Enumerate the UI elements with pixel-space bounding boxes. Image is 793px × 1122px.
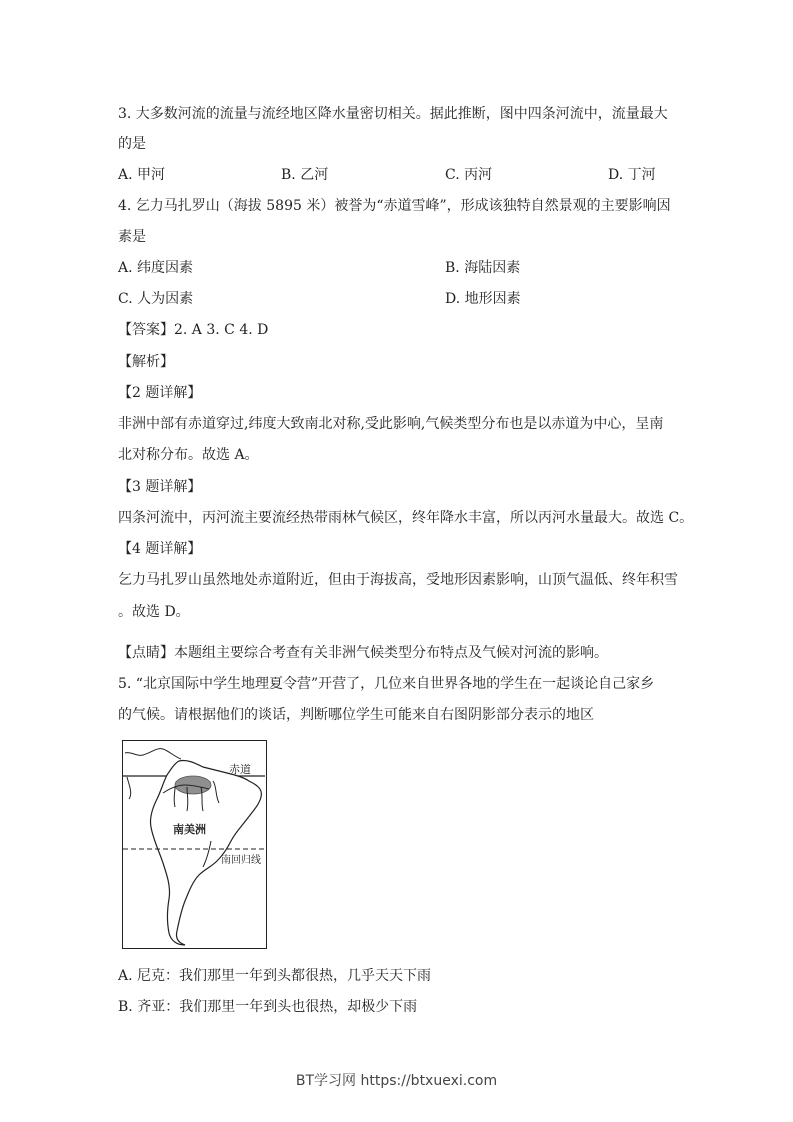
q3-option-a: A. 甲河 [118, 167, 166, 183]
continent-label: 南美洲 [173, 823, 206, 836]
q4-stem-line1: 4. 乞力马扎罗山（海拔 5895 米）被誉为“赤道雪峰”，形成该独特自然景观的主要影响因 [118, 198, 671, 214]
answer-line: 【答案】2. A 3. C 4. D [118, 322, 269, 338]
detail3-line1: 四条河流中，丙河流主要流经热带雨林气候区，终年降水丰富，所以丙河水量最大。故选 C。 [118, 510, 694, 526]
q5-stem-line2: 的气候。请根据他们的谈话，判断哪位学生可能来自右图阴影部分表示的地区 [118, 707, 594, 723]
equator-label: 赤道 [229, 763, 251, 776]
comment-line: 【点睛】本题组主要综合考查有关非洲气候类型分布特点及气候对河流的影响。 [118, 645, 608, 661]
pacific-coast-fragment [127, 777, 131, 799]
q5-stem-line1: 5. “北京国际中学生地理夏令营”开营了，几位来自世界各地的学生在一起谈论自己家乡 [118, 676, 655, 692]
detail4-header: 【4 题详解】 [118, 541, 202, 557]
detail2-line2: 北对称分布。故选 A。 [118, 447, 259, 463]
q4-option-b: B. 海陆因素 [445, 260, 521, 276]
detail3-header: 【3 题详解】 [118, 479, 202, 495]
detail4-line1: 乞力马扎罗山虽然地处赤道附近，但由于海拔高，受地形因素影响，山顶气温低、终年积雪 [118, 572, 678, 588]
detail4-line2: 。故选 D。 [118, 604, 190, 620]
central-america-coast [125, 749, 181, 759]
detail2-header: 【2 题详解】 [118, 385, 202, 401]
q3-stem-line1: 3. 大多数河流的流量与流经地区降水量密切相关。据此推断，图中四条河流中，流量最大 [118, 106, 668, 122]
q3-option-c: C. 丙河 [445, 167, 493, 183]
q4-option-d: D. 地形因素 [445, 291, 521, 307]
q4-option-c: C. 人为因素 [118, 291, 194, 307]
footer-watermark: BT学习网 https://btxuexi.com [295, 1073, 498, 1089]
analysis-header: 【解析】 [118, 354, 174, 370]
q3-option-d: D. 丁河 [608, 167, 656, 183]
q4-option-a: A. 纬度因素 [118, 260, 194, 276]
tropic-label: 南回归线 [221, 855, 261, 866]
detail2-line1: 非洲中部有赤道穿过,纬度大致南北对称,受此影响,气候类型分布也是以赤道为中心，呈南 [118, 416, 664, 432]
q3-option-b: B. 乙河 [281, 167, 329, 183]
q4-stem-line2: 素是 [118, 229, 146, 245]
q3-stem-line2: 的是 [118, 136, 146, 152]
q5-option-a: A. 尼克：我们那里一年到头都很热，几乎天天下雨 [118, 968, 432, 984]
south-america-map [122, 740, 267, 949]
q5-option-b: B. 齐亚：我们那里一年到头也很热，却极少下雨 [118, 999, 418, 1015]
